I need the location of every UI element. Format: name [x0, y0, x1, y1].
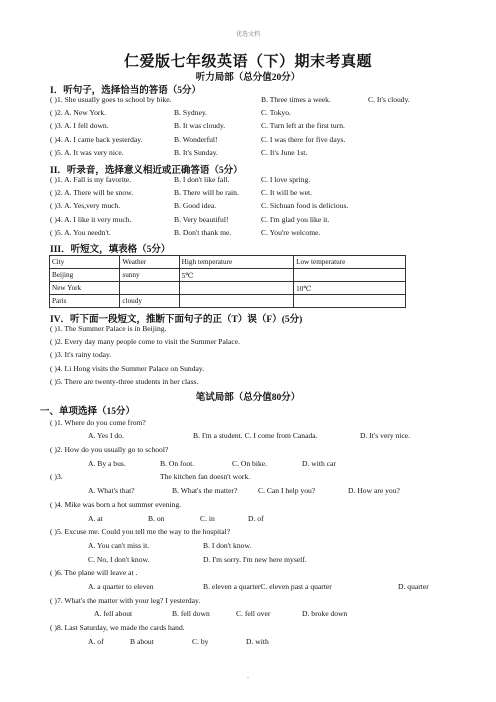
choice-text: D. How are you?	[348, 486, 400, 495]
choice-text: A. at	[88, 514, 103, 523]
choice-text: ( )3.	[50, 472, 63, 481]
question-stem: ( )2. A. New York.	[50, 108, 107, 118]
page-header: 优选文档	[235, 32, 260, 38]
choice-text: ( )1. Where do you come from?	[50, 418, 146, 427]
option-b: B. I don't like fall.	[174, 175, 230, 184]
choice-text: ( )7. What's the matter with your leg? I yesterday.	[50, 596, 201, 605]
table-cell	[179, 282, 293, 295]
page-title: 仁爱版七年级英语（下）期末考真题	[123, 54, 372, 70]
choice-text: The kitchen fan doesn't work.	[160, 472, 251, 481]
choice-text: D. I'm sorry. I'm new here myself.	[203, 555, 307, 564]
choice-text: D. broke down	[302, 609, 348, 618]
choice-text: B. on	[148, 514, 165, 523]
question-stem: ( )5. A. You needn't.	[50, 227, 111, 237]
option-c: C. I'm glad you like it.	[261, 214, 330, 224]
choice-text: C. On bike.	[232, 459, 268, 468]
table-cell: sunny	[120, 269, 179, 282]
option-c: C. You're welcome.	[261, 227, 321, 237]
choice-text: B. fell down	[172, 609, 210, 618]
question-stem: ( )1. She usually goes to school by bike.	[50, 95, 172, 104]
table-cell: City	[50, 256, 120, 269]
choice-text: B. I don't know.	[203, 541, 252, 550]
choice-text: B. I'm a student. C. I come from Canada.	[193, 431, 318, 440]
table-cell	[294, 269, 406, 282]
section-5-heading: 一、单项选择（15分）	[40, 407, 136, 417]
choice-text: B about	[130, 637, 154, 646]
table-row	[50, 295, 406, 308]
table-cell: 5℃	[179, 269, 293, 282]
choice-text: C. Can I help you?	[258, 486, 316, 495]
choice-text: ( )8. Last Saturday, we made the cards hand.	[50, 623, 185, 632]
table-row	[50, 269, 406, 282]
weather-table	[49, 255, 406, 308]
choice-text: D. with car	[302, 459, 336, 468]
choice-text: C. in	[200, 514, 215, 523]
choice-text: D. It's very nice.	[360, 431, 411, 440]
choice-text: ( )2. How do you usually go to school?	[50, 445, 169, 454]
option-b: B. Good idea.	[174, 201, 217, 211]
choice-text: D. of	[248, 514, 264, 523]
option-b: B. Don't thank me.	[174, 227, 232, 237]
question-stem: ( )3. A. Yes,very much.	[50, 201, 121, 211]
tf-statement: ( )5. There are twenty-three students in her class.	[50, 376, 199, 386]
choice-text: A. Yes I do.	[88, 431, 124, 440]
question-stem: ( )4. A. I came back yesterday.	[50, 134, 143, 144]
table-cell: Weather	[120, 256, 179, 269]
question-stem: ( )3. A. I fell down.	[50, 121, 109, 131]
choice-text: ( )4. Mike was born a hot summer evening.	[50, 500, 182, 509]
choice-text: A. a quarter to eleven	[88, 582, 154, 591]
question-stem: ( )1. A. Fall is my favorite.	[50, 175, 132, 184]
option-c: C. It will be wet.	[261, 188, 313, 198]
choice-text: C. by	[192, 637, 209, 646]
choice-text: A. of	[88, 637, 104, 646]
choice-text: A. fell about	[94, 609, 133, 618]
table-cell	[294, 295, 406, 308]
table-cell: New York	[50, 282, 120, 295]
option-b: B. Sydney.	[174, 108, 208, 118]
table-cell	[120, 282, 179, 295]
listening-header: 听力局部（总分值20分）	[195, 73, 301, 83]
option-b: B. Wonderful!	[174, 134, 218, 144]
section-3-heading: III．听短文，填表格（5分）	[50, 245, 171, 255]
question-stem: ( )4. A. I like it very much.	[50, 214, 132, 224]
option-b: B. It was cloudy.	[174, 121, 226, 131]
question-stem: ( )5. A. It was very nice.	[50, 147, 124, 157]
choice-text: D. with	[246, 637, 269, 646]
question-stem: ( )2. A. There will be snow.	[50, 188, 134, 198]
section-1-heading: I．听句子，选择恰当的答语（5分）	[50, 86, 201, 96]
choice-text: C. fell over	[236, 609, 271, 618]
choice-text: B. On foot.	[160, 459, 195, 468]
option-c: C. Turn left at the first turn.	[261, 121, 345, 131]
option-c: C. Tokyo.	[261, 108, 291, 118]
table-cell: Beijing	[50, 269, 120, 282]
option-c: C. I was there for five days.	[261, 134, 346, 144]
choice-text: A. What's that?	[88, 486, 135, 495]
table-row	[50, 282, 406, 295]
option-b: B. There will be rain.	[174, 188, 239, 198]
writing-header: 笔试局部（总分值80分）	[195, 393, 301, 403]
table-row	[50, 256, 406, 269]
choice-text: B. eleven a quarterC. eleven past a quarter	[203, 582, 332, 591]
tf-statement: ( )1. The Summer Palace is in Beijing.	[50, 324, 167, 333]
option-c: C. It's cloudy.	[368, 95, 410, 104]
choice-text: A. You can't miss it.	[88, 541, 150, 550]
choice-text: D. quarter	[398, 582, 429, 591]
option-c: C. I love spring.	[261, 175, 311, 184]
table-cell: High temperature	[179, 256, 293, 269]
table-cell: cloudy	[120, 295, 179, 308]
option-b: B. It's Sunday.	[174, 147, 218, 157]
table-cell: Low temperature	[294, 256, 406, 269]
option-c: C. It's June 1st.	[261, 147, 308, 157]
section-4-heading: IV．听下面一段短文，推断下面句子的正（T）误（F）(5分)	[50, 315, 303, 325]
choice-text: A. By a bus.	[88, 459, 126, 468]
option-b: B. Three times a week.	[261, 95, 331, 104]
tf-statement: ( )4. Li Hong visits the Summer Palace on Sunday.	[50, 363, 205, 373]
tf-statement: ( )2. Every day many people come to visit the Summer Palace.	[50, 337, 240, 347]
table-cell	[179, 295, 293, 308]
table-cell: Paris	[50, 295, 120, 308]
choice-text: ( )5. Excuse me. Could you tell me the way to the hospital?	[50, 527, 231, 536]
section-2-heading: II．听录音，选择意义相近或正确答语（5分）	[50, 166, 243, 176]
choice-text: B. What's the matter?	[172, 486, 238, 495]
table-cell: 10℃	[294, 282, 406, 295]
option-c: C. Sichuan food is delicious.	[261, 201, 349, 211]
page-footer: .	[247, 672, 249, 680]
tf-statement: ( )3. It's rainy today.	[50, 350, 112, 360]
choice-text: ( )6. The plane will leave at .	[50, 568, 138, 577]
choice-text: C. No, I don't know.	[88, 555, 150, 564]
option-b: B. Very beautiful!	[174, 214, 229, 224]
